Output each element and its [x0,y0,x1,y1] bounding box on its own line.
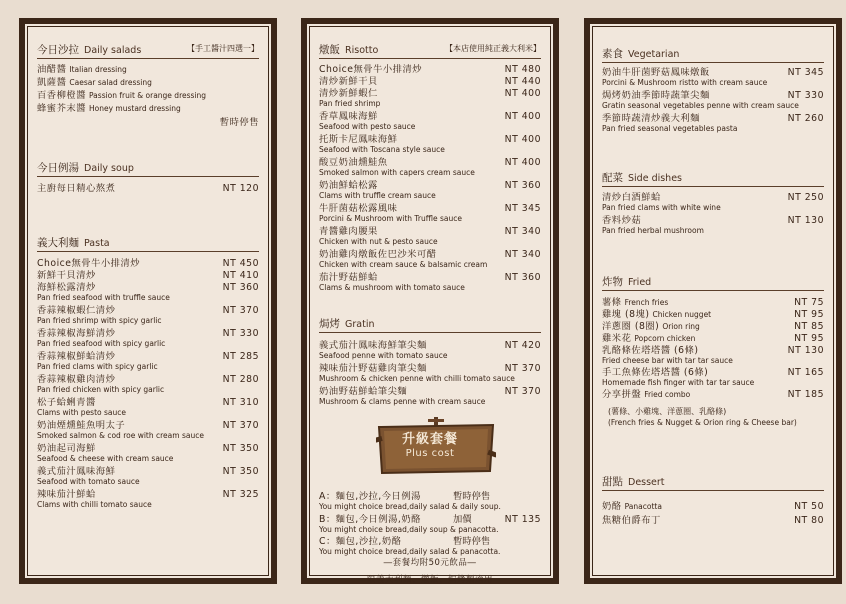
item-name: 清炒新鮮干貝 [319,76,378,87]
menu-item: 凱薩醬 Caesar salad dressing [37,77,152,88]
item-name: 季節時蔬清炒義大利麵 [602,113,700,124]
menu-item [319,180,541,191]
menu-item [319,64,541,75]
menu-item: 百香柳橙醬 Passion fruit & orange dressing [37,90,207,101]
item-name-en: Popcorn chicken [634,334,696,343]
item-name: 奶油起司海鮮 [37,443,96,454]
item-description: Seafood penne with tomato sauce [319,351,448,360]
item-price: NT 480 [504,64,541,75]
menu-item [319,76,541,87]
risotto-note: 【本店使用純正義大利米】 [445,44,541,53]
item-description: Mushroom & chicken penne with chilli tomato sauce [319,374,515,383]
item-name: B：麵包,今日例湯,奶酪 [319,513,421,525]
upgrade-set [319,536,541,547]
item-price: NT 360 [504,180,541,191]
item-price: NT 285 [222,351,259,362]
item-name: 香蒜辣椒雞肉清炒 [37,374,116,385]
item-price: NT 370 [504,363,541,374]
item-status: 暫時停售 [453,491,491,502]
item-status: 暫時停售 [453,536,491,547]
item-description: You might choice bread,daily salad & panacotta. [319,547,501,556]
item-description: Seafood & cheese with cream sauce [37,454,174,463]
item-name: 香蒜辣椒鮮蛤清炒 [37,351,116,362]
menu-item [37,374,259,385]
item-name: 新鮮干貝清炒 [37,270,96,281]
item-price: NT 260 [787,113,824,124]
item-price: NT 85 [794,321,824,332]
item-price: NT 440 [504,76,541,87]
menu-item [37,489,259,500]
menu-item [37,258,259,269]
divider [602,290,824,291]
item-name: 奶酪 [602,501,622,512]
gratin-heading: 焗烤 Gratin [319,318,375,330]
item-name: 奶油鮮蛤松露 [319,180,378,191]
item-description: Chicken with nut & pesto sauce [319,237,438,246]
item-name: 松子蛤蜊青醬 [37,397,96,408]
item-description: Gratin seasonal vegetables penne with cream sauce [602,101,799,110]
menu-item [319,203,541,214]
item-price: NT 280 [222,374,259,385]
upgrade-footer-scope: ―限義大利麵、燉飯、焗烤類適用― [357,575,502,585]
item-name: 分享拼盤 [602,389,642,400]
menu-item [37,466,259,477]
item-price: NT 50 [794,501,824,512]
item-description: Pan fried clams with white wine [602,203,721,212]
menu-item [319,340,541,351]
menu-item [602,113,824,124]
item-price: NT 350 [222,443,259,454]
item-price: NT 130 [787,345,824,356]
menu-item [602,309,824,320]
item-description: Pan fried seafood with truffle sauce [37,293,170,302]
divider [319,332,541,333]
item-description: Clams with pesto sauce [37,408,127,417]
menu-item: 油醋醬 Italian dressing [37,64,127,75]
menu-item [37,420,259,431]
menu-item [319,111,541,122]
item-description: Pan fried shrimp [319,99,381,108]
item-description: Clams & mushroom with tomato sauce [319,283,465,292]
item-description: Smoked salmon & cod roe with cream sauce [37,431,204,440]
fried-heading: 炸物 Fried [602,276,652,288]
combo-detail: (薯條、小雞塊、洋蔥圈、乳酪條) [608,407,727,416]
menu-item: 主廚每日精心熬煮 NT 120 [37,183,259,194]
item-name: 義式茄汁鳳味海鮮 [37,466,116,477]
item-price: NT 450 [222,258,259,269]
item-name-en: Chicken nugget [652,310,712,319]
item-description: Porcini & Mushroom with Truffle sauce [319,214,462,223]
item-name: 香蒜辣椒海鮮清炒 [37,328,116,339]
item-name: 清炒新鮮蝦仁 [319,88,378,99]
menu-item [602,297,824,308]
item-description: Seafood with pesto sauce [319,122,416,131]
item-price: NT 325 [222,489,259,500]
item-name: 茄汁野菇鮮蛤 [319,272,378,283]
menu-item [37,397,259,408]
menu-item [602,345,824,356]
menu-panel-center [301,18,559,584]
menu-item [37,443,259,454]
item-name: Choice無骨牛小排清炒 [37,258,141,269]
item-name: A：麵包,沙拉,今日例湯 [319,491,421,502]
divider [37,58,259,59]
status-label: 暫時停售 [219,117,259,128]
menu-item [319,134,541,145]
menu-item [37,305,259,316]
item-name: 雞米花 [602,333,632,344]
item-description: Homemade fish finger with tar tar sauce [602,378,755,387]
item-price: NT 370 [504,386,541,397]
item-name: 焗烤奶油季節時蔬筆尖麵 [602,90,710,101]
combo-detail-en: (French fries & Nugget & Orion ring & Cheese bar) [608,418,797,427]
menu-item [37,328,259,339]
item-name: 奶油煙燻鮭魚明太子 [37,420,126,431]
item-price: NT 370 [222,305,259,316]
item-price: NT 340 [504,226,541,237]
item-name: 手工魚條佐塔塔醬 (6條) [602,367,709,378]
menu-item [602,90,824,101]
upgrade-title-en: Plus cost [405,448,455,459]
item-description: Mushroom & clams penne with cream sauce [319,397,486,406]
item-description: Pan fried shrimp with spicy garlic [37,316,162,325]
item-name-en: Orion ring [662,322,700,331]
item-name: 雞塊 (8塊) [602,309,650,320]
menu-item: 蜂蜜芥末醬 Honey mustard dressing [37,103,181,114]
pasta-heading: 義大利麵 Pasta [37,237,110,249]
divider [602,186,824,187]
menu-item [37,351,259,362]
sides-heading: 配菜 Side dishes [602,172,682,184]
item-name: 香草鳳味海鮮 [319,111,378,122]
item-price: NT 340 [504,249,541,260]
upgrade-set [319,514,541,525]
upgrade-set [319,491,541,502]
menu-item [602,389,824,400]
salads-heading: 今日沙拉 Daily salads 【手工醬汁四選一】 [37,44,259,56]
item-name: Choice無骨牛小排清炒 [319,64,423,75]
item-price: NT 330 [222,328,259,339]
menu-panel-left [19,18,277,584]
item-name: C：麵包,沙拉,奶酪 [319,536,402,547]
item-description: Porcini & Mushroom ristto with cream sauce [602,78,768,87]
divider [602,62,824,63]
item-price: NT 400 [504,111,541,122]
divider [602,490,824,491]
item-name: 薯條 [602,297,622,308]
menu-item [319,363,541,374]
item-name: 青醬雞肉腰果 [319,226,378,237]
item-price: NT 75 [794,297,824,308]
item-description: Smoked salmon with capers cream sauce [319,168,475,177]
item-price: NT 95 [794,333,824,344]
item-description: Chicken with cream sauce & balsamic cream [319,260,488,269]
item-name: 香蒜辣椒蝦仁清炒 [37,305,116,316]
item-price: NT 400 [504,157,541,168]
dessert-heading: 甜點 Dessert [602,476,665,488]
item-price: NT 95 [794,309,824,320]
menu-item [602,321,824,332]
menu-item [319,88,541,99]
menu-item [37,282,259,293]
item-name: 海鮮松露清炒 [37,282,96,293]
item-price: NT 130 [787,215,824,226]
item-name-en: Fried combo [644,390,691,399]
item-name: 洋蔥圈 (8圈) [602,321,660,332]
item-name: 酸豆奶油燻鮭魚 [319,157,388,168]
item-price: NT 345 [504,203,541,214]
item-price: NT 360 [504,272,541,283]
item-description: Clams with chilli tomato sauce [37,500,152,509]
item-price: NT 400 [504,134,541,145]
item-name: 香料炒菇 [602,215,642,226]
item-price: NT 250 [787,192,824,203]
item-name-en: French fries [624,298,669,307]
menu-item [319,272,541,283]
item-status: 加價 [453,513,472,525]
item-price: NT 345 [787,67,824,78]
item-description: Pan fried chicken with spicy garlic [37,385,165,394]
item-description: Seafood with tomato sauce [37,477,140,486]
risotto-heading: 燉飯 Risotto 【本店使用純正義大利米】 [319,44,541,56]
item-description: Pan fried seasonal vegetables pasta [602,124,738,133]
menu-item [602,367,824,378]
soup-heading: 今日例湯 Daily soup [37,162,134,174]
menu-item [602,192,824,203]
item-description: Clams with truffle cream sauce [319,191,436,200]
item-price: NT 420 [504,340,541,351]
item-price: NT 310 [222,397,259,408]
menu-item [319,157,541,168]
item-name: 清炒白酒鮮蛤 [602,192,661,203]
upgrade-title: 升級套餐 [401,432,458,447]
menu-panel-right [584,18,842,584]
upgrade-footer-drinks: ―套餐均附50元飲品― [383,558,477,568]
item-price: NT 360 [222,282,259,293]
item-price: NT 185 [787,389,824,400]
item-name: 奶油牛肝菌野菇鳳味燉飯 [602,67,710,78]
item-price: NT 410 [222,270,259,281]
menu-item [319,386,541,397]
item-name: 奶油野菇鮮蛤筆尖麵 [319,386,408,397]
item-name: 焦糖伯爵布丁 [602,515,661,526]
item-description: You might choice bread,daily salad & daily soup. [319,502,501,511]
item-name: 乳酪條佐塔塔醬 (6條) [602,345,699,356]
item-price: NT 350 [222,466,259,477]
item-name: 托斯卡尼鳳味海鮮 [319,134,398,145]
item-price: NT 80 [794,515,824,526]
item-name: 辣味茄汁野菇雞肉筆尖麵 [319,363,427,374]
item-description: Pan fried herbal mushroom [602,226,704,235]
menu-item [37,270,259,281]
item-description: You might choice bread,daily soup & panacotta. [319,524,499,534]
divider [319,58,541,59]
item-name: 牛肝菌菇松露風味 [319,203,398,214]
item-name: 奶油雞肉燉飯佐巴沙米可醋 [319,249,437,260]
item-name-en: Panacotta [624,502,662,511]
salads-note: 【手工醬汁四選一】 [187,44,259,53]
item-price: NT 135 [504,513,541,525]
menu-item [602,515,824,526]
item-description: Pan fried seafood with spicy garlic [37,339,166,348]
item-description: Pan fried clams with spicy garlic [37,362,158,371]
menu-item [602,501,824,512]
item-price: NT 165 [787,367,824,378]
menu-item [602,215,824,226]
item-price: NT 330 [787,90,824,101]
item-description: Seafood with Toscana style sauce [319,145,445,154]
item-name: 辣味茄汁鮮蛤 [37,489,96,500]
menu-item [319,249,541,260]
menu-item [602,333,824,344]
item-price: NT 400 [504,88,541,99]
item-description: Fried cheese bar with tar tar sauce [602,356,733,365]
divider [37,251,259,252]
vegetarian-heading: 素食 Vegetarian [602,48,680,60]
item-price: NT 370 [222,420,259,431]
menu-item [602,67,824,78]
divider [37,176,259,177]
menu-item [319,226,541,237]
item-name: 義式茄汁鳳味海鮮筆尖麵 [319,340,427,351]
